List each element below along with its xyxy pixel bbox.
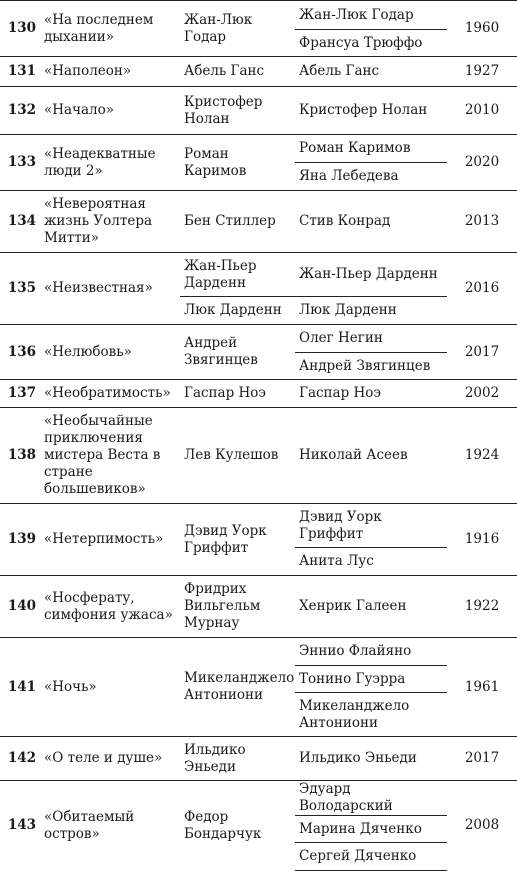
- film-year: 1922: [447, 576, 517, 638]
- film-year: 1924: [447, 408, 517, 504]
- film-title: «Необычайные приключения мистера Веста в стране большевиков»: [40, 408, 180, 504]
- film-number: 131: [0, 57, 40, 87]
- film-title: «Начало»: [40, 87, 180, 135]
- film-writer: Ильдико Эньеди: [295, 737, 447, 781]
- film-number: 137: [0, 380, 40, 408]
- film-director: Роман Каримов: [180, 135, 295, 191]
- film-year: 2020: [447, 135, 517, 191]
- film-director: Люк Дарденн: [180, 297, 295, 325]
- film-year: 2017: [447, 325, 517, 380]
- film-writer: Люк Дарденн: [295, 297, 447, 325]
- film-writer: Стив Конрад: [295, 191, 447, 253]
- film-number: 132: [0, 87, 40, 135]
- film-writer: Жан-Люк Годар: [295, 1, 447, 30]
- table-row: [0, 1, 517, 30]
- film-writer: Эдуард Володарский: [295, 781, 447, 816]
- table-row: [0, 57, 517, 87]
- film-year: 1916: [447, 504, 517, 576]
- film-year: 1961: [447, 638, 517, 737]
- film-title: «Неизвестная»: [40, 253, 180, 325]
- film-year: 2016: [447, 253, 517, 325]
- film-number: 133: [0, 135, 40, 191]
- film-writer: Микеланджело Антониони: [295, 693, 447, 737]
- film-writer: Николай Асеев: [295, 408, 447, 504]
- film-writer: Жан-Пьер Дарденн: [295, 253, 447, 297]
- table-row: [0, 87, 517, 135]
- table-row: [0, 638, 517, 666]
- film-director: Жан-Пьер Дарденн: [180, 253, 295, 297]
- film-title: «Нелюбовь»: [40, 325, 180, 380]
- film-writer: Анита Лус: [295, 548, 447, 576]
- table-row: [0, 191, 517, 253]
- film-title: «Невероятная жизнь Уолтера Митти»: [40, 191, 180, 253]
- film-writer: Олег Негин: [295, 325, 447, 353]
- film-director: Кристофер Нолан: [180, 87, 295, 135]
- film-year: 2017: [447, 737, 517, 781]
- film-writer: Роман Каримов: [295, 135, 447, 163]
- film-number: 135: [0, 253, 40, 325]
- table-row: [0, 253, 517, 297]
- film-year: 2013: [447, 191, 517, 253]
- film-year: 2002: [447, 380, 517, 408]
- film-director: Фридрих Вильгельм Мурнау: [180, 576, 295, 638]
- film-director: Лев Кулешов: [180, 408, 295, 504]
- film-title: «Необратимость»: [40, 380, 180, 408]
- table-row: [0, 781, 517, 816]
- film-writer: Кристофер Нолан: [295, 87, 447, 135]
- film-title: «Обитаемый остров»: [40, 781, 180, 871]
- film-title: «Носферату, симфония ужаса»: [40, 576, 180, 638]
- film-writer: Тонино Гуэрра: [295, 666, 447, 693]
- film-director: Микеланджело Антониони: [180, 638, 295, 737]
- table-row: [0, 408, 517, 504]
- film-writer: Яна Лебедева: [295, 163, 447, 191]
- film-writer: Франсуа Трюффо: [295, 30, 447, 57]
- film-director: Ильдико Эньеди: [180, 737, 295, 781]
- film-number: 141: [0, 638, 40, 737]
- film-director: Федор Бондарчук: [180, 781, 295, 871]
- film-director: Жан-Люк Годар: [180, 1, 295, 57]
- film-title: «Ночь»: [40, 638, 180, 737]
- film-title: «Наполеон»: [40, 57, 180, 87]
- film-year: 2010: [447, 87, 517, 135]
- film-number: 139: [0, 504, 40, 576]
- film-writer: Эннио Флайяно: [295, 638, 447, 666]
- film-number: 134: [0, 191, 40, 253]
- film-writer: Марина Дяченко: [295, 816, 447, 843]
- film-writer: Дэвид Уорк Гриффит: [295, 504, 447, 548]
- film-director: Гаспар Ноэ: [180, 380, 295, 408]
- film-title: «Нетерпимость»: [40, 504, 180, 576]
- film-writer: Хенрик Галеен: [295, 576, 447, 638]
- film-director: Бен Стиллер: [180, 191, 295, 253]
- film-year: 2008: [447, 781, 517, 871]
- film-writer: Гаспар Ноэ: [295, 380, 447, 408]
- film-title: «Неадекватные люди 2»: [40, 135, 180, 191]
- film-number: 136: [0, 325, 40, 380]
- film-number: 143: [0, 781, 40, 871]
- film-writer: Абель Ганс: [295, 57, 447, 87]
- table-row: [0, 325, 517, 353]
- film-writer: Андрей Звягинцев: [295, 353, 447, 380]
- film-title: «О теле и душе»: [40, 737, 180, 781]
- film-title: «На последнем дыхании»: [40, 1, 180, 57]
- table-row: [0, 135, 517, 163]
- table-row: [0, 737, 517, 781]
- film-writer: Сергей Дяченко: [295, 843, 447, 871]
- film-number: 140: [0, 576, 40, 638]
- film-number: 138: [0, 408, 40, 504]
- film-year: 1960: [447, 1, 517, 57]
- film-year: 1927: [447, 57, 517, 87]
- table-row: [0, 504, 517, 548]
- film-number: 142: [0, 737, 40, 781]
- table-row: [0, 576, 517, 638]
- film-director: Андрей Звягинцев: [180, 325, 295, 380]
- film-director: Абель Ганс: [180, 57, 295, 87]
- film-number: 130: [0, 1, 40, 57]
- table-row: [0, 380, 517, 408]
- film-director: Дэвид Уорк Гриффит: [180, 504, 295, 576]
